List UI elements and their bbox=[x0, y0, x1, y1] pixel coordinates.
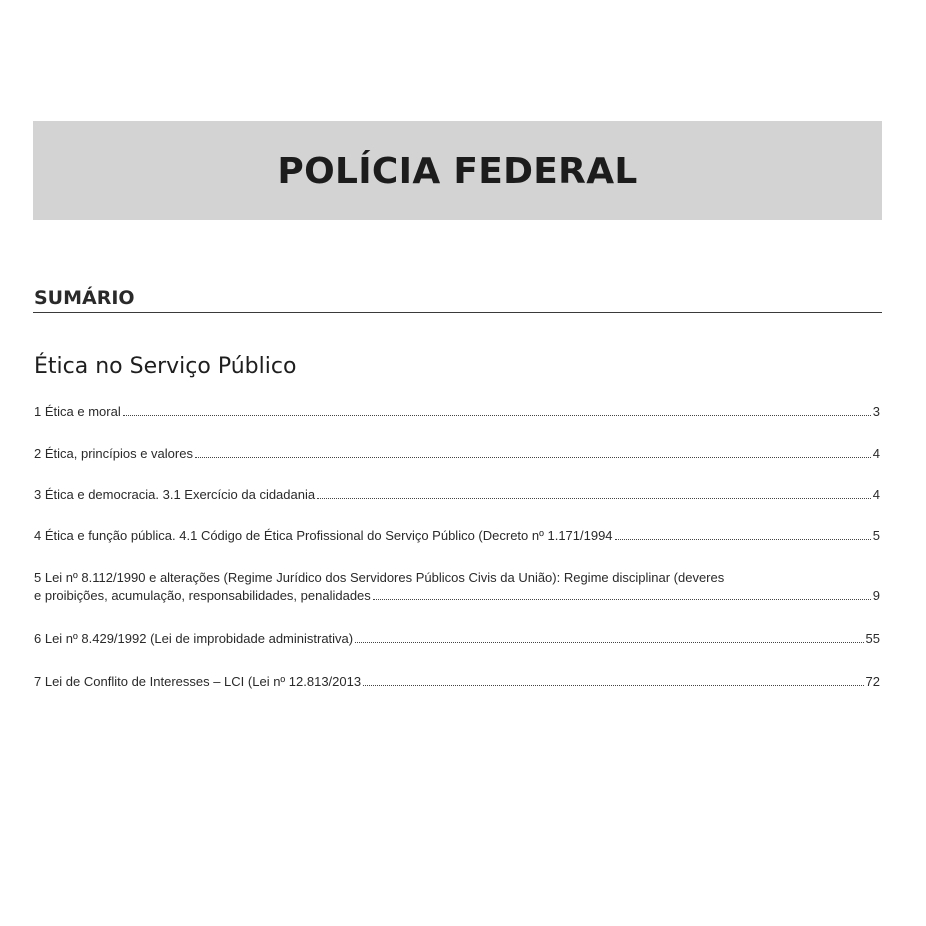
toc-dot-leader bbox=[615, 538, 871, 540]
toc-entry bbox=[34, 445, 880, 463]
toc-entry-text-line1: 5 Lei nº 8.112/1990 e alterações (Regime Jurídico dos Servidores Públicos Civis da União): Regime disciplinar (deveres bbox=[34, 570, 725, 585]
document-title: POLÍCIA FEDERAL bbox=[277, 151, 638, 192]
toc-entry-page: 5 bbox=[872, 528, 880, 543]
toc-entry bbox=[34, 673, 880, 691]
toc-dot-leader bbox=[373, 598, 871, 600]
toc-entry-page: 4 bbox=[872, 487, 880, 502]
toc-entry bbox=[34, 486, 880, 504]
toc-entry-page: 4 bbox=[872, 446, 880, 461]
toc-entry-text: 7 Lei de Conflito de Interesses – LCI (Lei nº 12.813/2013 bbox=[34, 674, 362, 689]
toc-entry-text: e proibições, acumulação, responsabilidades, penalidades bbox=[34, 588, 371, 603]
toc-entry bbox=[34, 403, 880, 421]
toc-entry-page: 55 bbox=[865, 631, 880, 646]
toc-entry-page: 9 bbox=[872, 588, 880, 603]
title-banner bbox=[33, 121, 882, 220]
toc-dot-leader bbox=[195, 456, 871, 458]
toc-entry-text: 3 Ética e democracia. 3.1 Exercício da cidadania bbox=[34, 487, 316, 502]
toc-dot-leader bbox=[123, 414, 871, 416]
toc-entry-page: 72 bbox=[865, 674, 880, 689]
summary-header bbox=[33, 286, 882, 313]
toc-entry bbox=[34, 630, 880, 648]
toc-entry bbox=[34, 527, 880, 545]
section-title: Ética no Serviço Público bbox=[34, 354, 297, 379]
toc-entry-text: 4 Ética e função pública. 4.1 Código de Ética Profissional do Serviço Público (Decreto nº 1.171/1994 bbox=[34, 528, 613, 543]
toc-entry-page: 3 bbox=[872, 404, 880, 419]
toc-entry bbox=[34, 569, 880, 605]
toc-dot-leader bbox=[363, 684, 863, 686]
toc-dot-leader bbox=[317, 497, 871, 499]
toc-entry-text: 6 Lei nº 8.429/1992 (Lei de improbidade administrativa) bbox=[34, 631, 354, 646]
toc-entry-text: 2 Ética, princípios e valores bbox=[34, 446, 193, 461]
toc-dot-leader bbox=[355, 641, 863, 643]
summary-label: SUMÁRIO bbox=[34, 287, 135, 309]
toc-entry-text: 1 Ética e moral bbox=[34, 404, 121, 419]
